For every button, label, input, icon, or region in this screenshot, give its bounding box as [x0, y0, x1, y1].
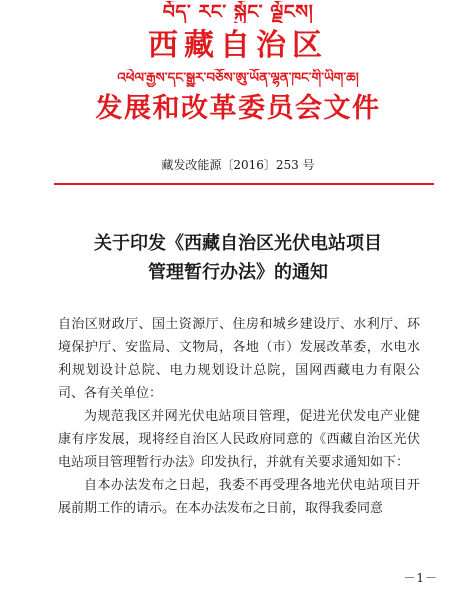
- document-number: 藏发改能源〔2016〕253 号: [161, 158, 315, 172]
- recipients-paragraph: 自治区财政厅、国土资源厅、住房和城乡建设厅、水利厅、环境保护厅、安监局、文物局，各地（市）发展改革委，水电水利规划设计总院、电力规划设计总院，国网西藏电力有限公司、各有关单位：: [58, 317, 420, 401]
- notice-title-line-1: 关于印发《西藏自治区光伏电站项目: [94, 233, 382, 254]
- commission-title: 发展和改革委员会文件: [95, 93, 381, 124]
- region-title: 西藏自治区: [148, 28, 328, 63]
- tibetan-commission-title: འཕེལ་རྒྱས་དང་སྒྱུར་བཅོས་ཨུ་ཡོན་ལྷན་ཁང་གི་ཡིག་ཆ།: [117, 70, 359, 86]
- page-number: －1－: [403, 571, 438, 585]
- notice-title: [0, 229, 476, 287]
- red-divider-line: [54, 183, 434, 185]
- document-body: [58, 313, 420, 520]
- body-paragraph-2: 自本办法发布之日起，我委不再受理各地光伏电站项目开展前期工作的请示。在本办法发布之日前，取得我委同意: [58, 478, 420, 516]
- body-paragraph-1: 为规范我区并网光伏电站项目管理，促进光伏发电产业健康有序发展，现将经自治区人民政府同意的《西藏自治区光伏电站项目管理暂行办法》印发执行，并就有关要求通知如下：: [58, 409, 420, 470]
- tibetan-region-title: བོད་ རང་ སྐྱོང་ ལྗོངས།: [162, 1, 314, 23]
- notice-title-line-2: 管理暂行办法》的通知: [148, 262, 328, 283]
